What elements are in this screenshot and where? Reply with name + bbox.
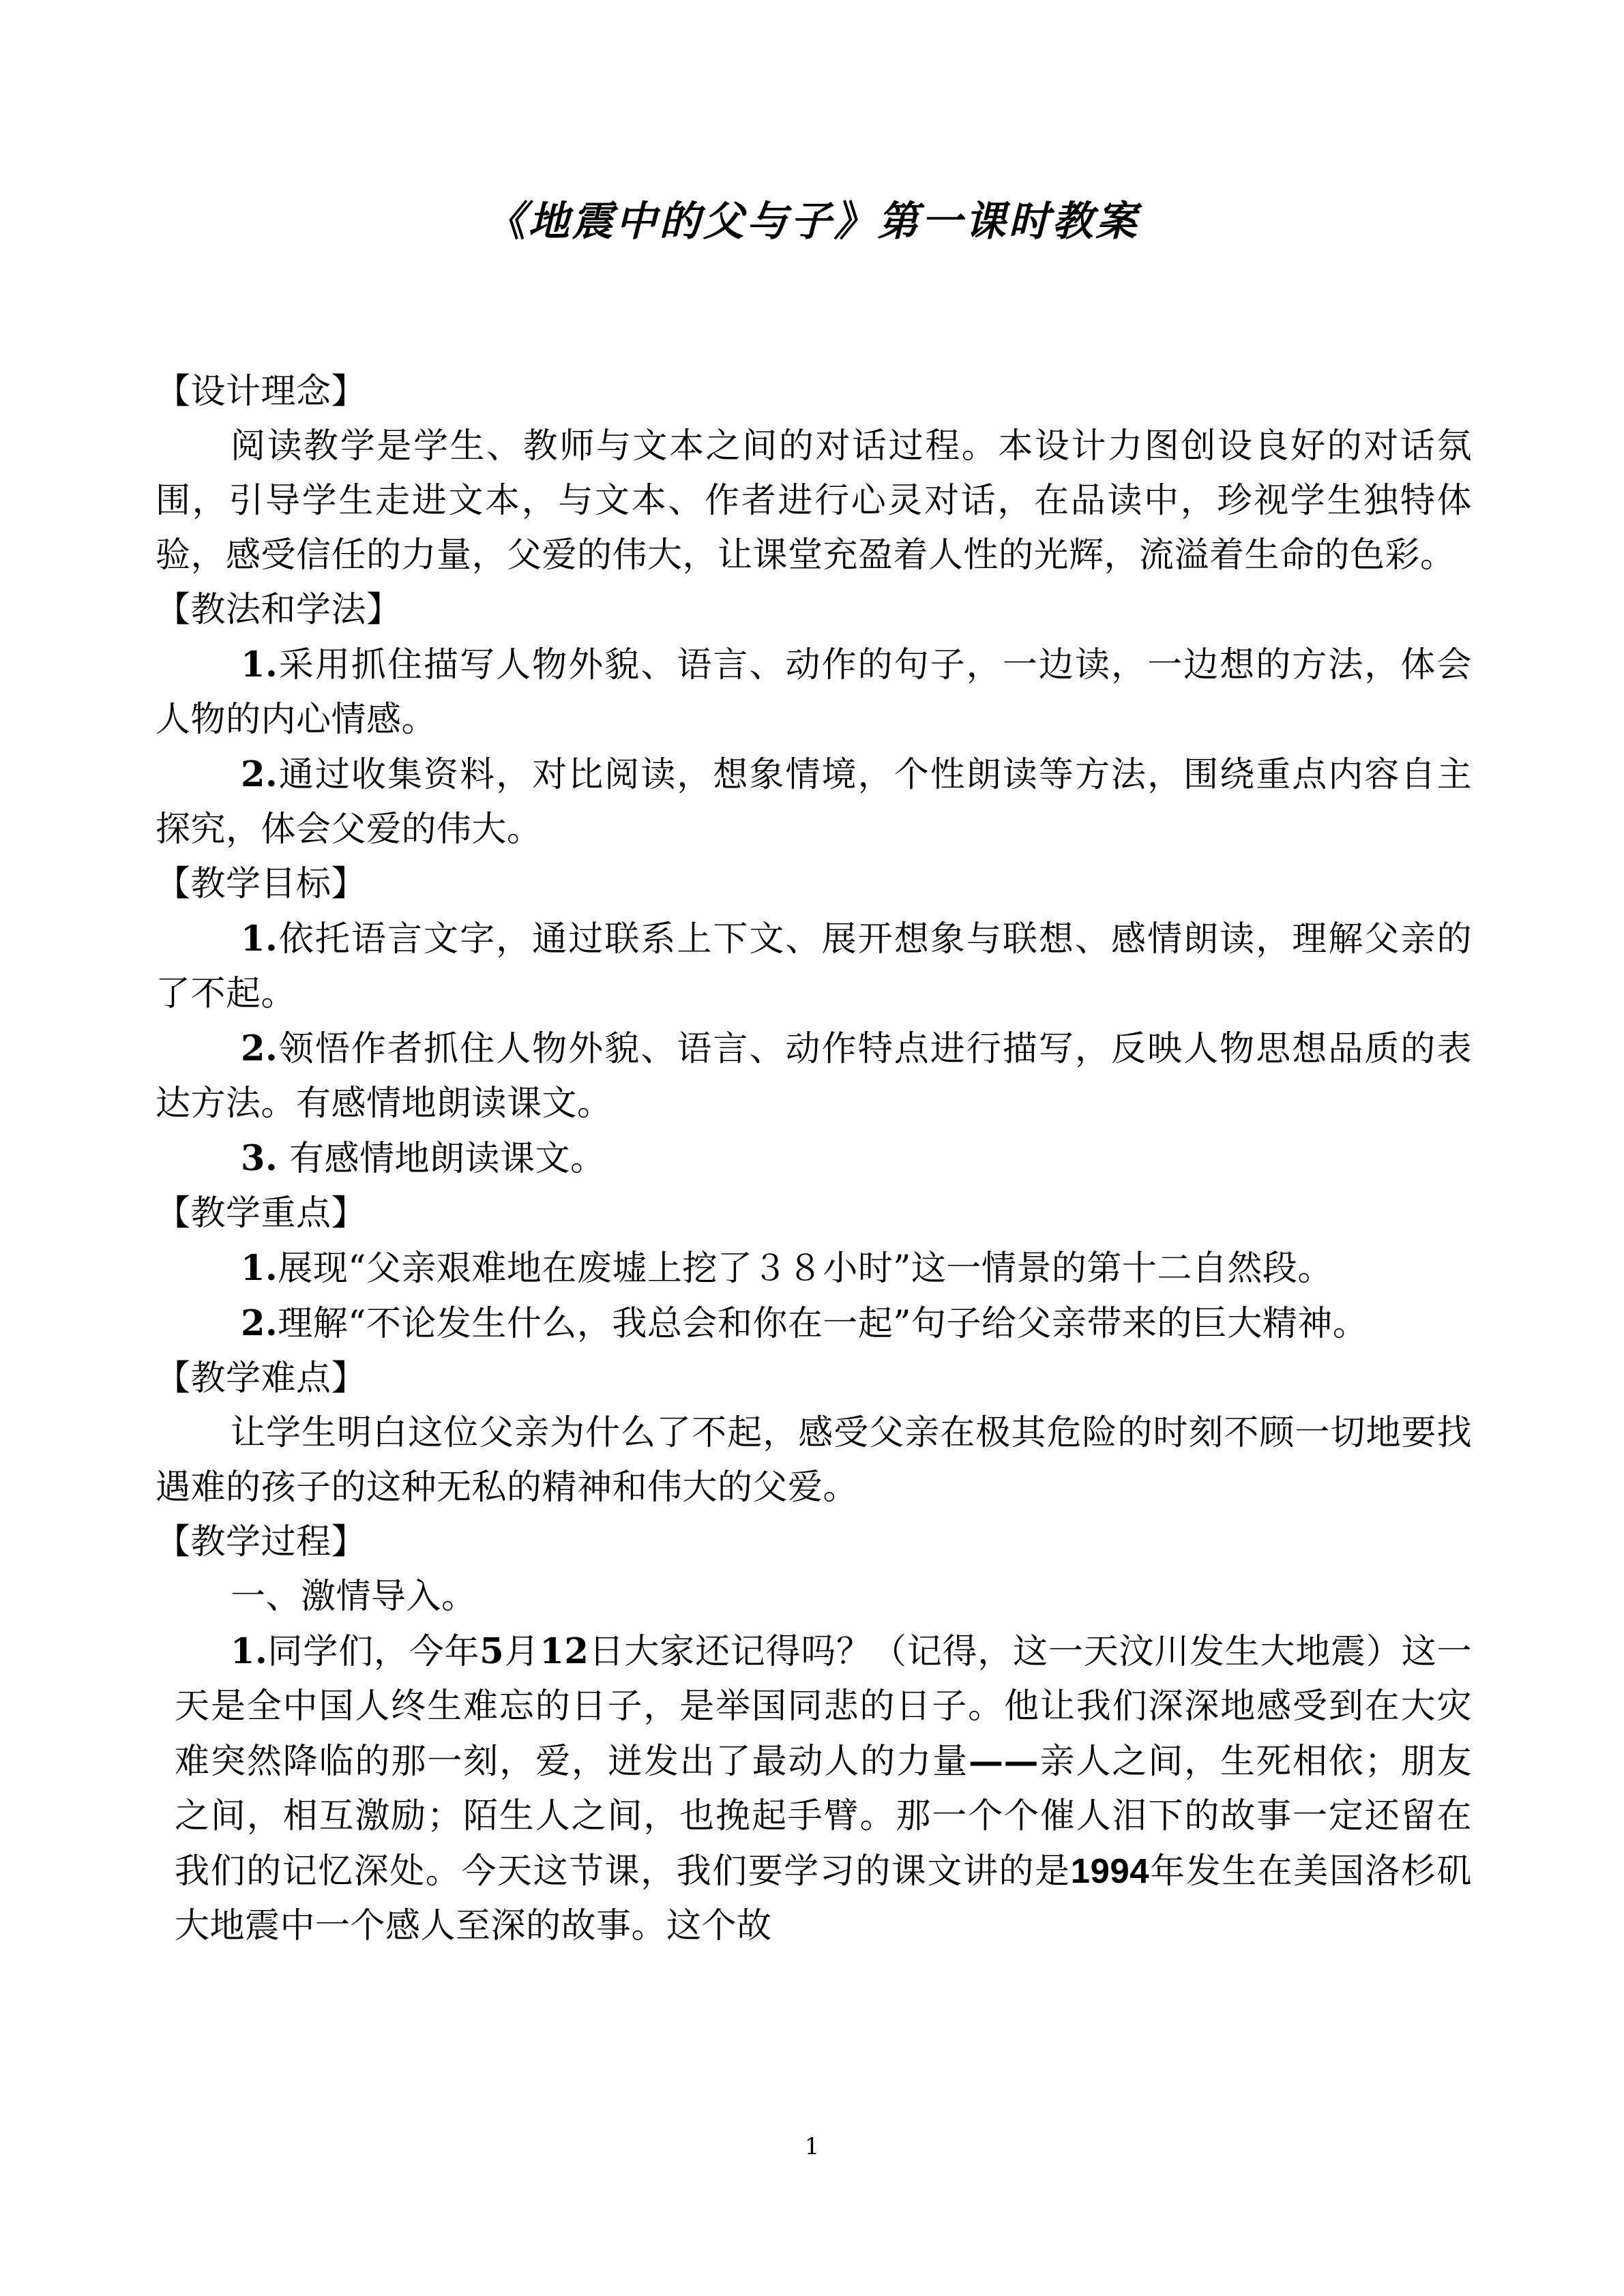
item-text: 领悟作者抓住人物外貌、语言、动作特点进行描写，反映人物思想品质的表达方法。有感情地朗读课文。 xyxy=(156,1029,1472,1124)
text-run: 5 xyxy=(479,1631,505,1672)
text-run: 亲人之间，生死相依；朋友之间，相互激励；陌生人之间，也挽起手臂。那一个个催人泪下的故事一定还留在我们的记忆深处。今天这节课，我们要学习的课文讲的是 xyxy=(175,1742,1472,1892)
item-text: 依托语言文字，通过联系上下文、展开想象与联想、感情朗读，理解父亲的了不起。 xyxy=(156,919,1472,1014)
difficulties-paragraph: 让学生明白这位父亲为什么了不起，感受父亲在极其危险的时刻不顾一切地要找遇难的孩子的这种无私的精神和伟大的父爱。 xyxy=(156,1413,1472,1508)
methods-item-2 xyxy=(156,747,1472,857)
goals-item-2 xyxy=(156,1022,1472,1131)
design-idea-paragraph: 阅读教学是学生、教师与文本之间的对话过程。本设计力图创设良好的对话氛围，引导学生走进文本，与文本、作者进行心灵对话，在品读中，珍视学生独特体验，感受信任的力量，父爱的伟大，让课堂充盈着人性的光辉，流溢着生命的色彩。 xyxy=(156,426,1472,576)
item-number: 2. xyxy=(241,1028,278,1069)
key-points-item-2 xyxy=(156,1296,1472,1352)
page-number: 1 xyxy=(804,2133,820,2160)
goals-item-3 xyxy=(156,1131,1472,1187)
text-run: 月 xyxy=(504,1632,540,1672)
text-run: 1994 xyxy=(1070,1851,1150,1890)
item-number: 1. xyxy=(241,919,278,959)
item-number: 1. xyxy=(241,1248,278,1289)
text-run: 12 xyxy=(540,1631,589,1672)
text-run: 日大家还记得吗？（记得，这一天汶川发生大地震）这一天是全中国人终生难忘的日子，是举国同悲的日子。他让我们深深地感受到在大灾难突然降临的那一刻，爱，迸发出了最动人的力量 xyxy=(175,1632,1472,1782)
item-text: 展现“父亲艰难地在废墟上挖了３８小时”这一情景的第十二自然段。 xyxy=(278,1249,1333,1289)
item-number: 1. xyxy=(231,1631,268,1672)
item-number: 3. xyxy=(241,1138,278,1179)
section-heading-process: 【教学过程】 xyxy=(156,1522,367,1562)
item-number: 2. xyxy=(241,754,278,795)
process-paragraph-1 xyxy=(156,1624,1472,1954)
text-run: —— xyxy=(969,1741,1039,1782)
key-points-item-1 xyxy=(156,1241,1472,1296)
section-heading-key-points: 【教学重点】 xyxy=(156,1193,367,1234)
section-heading-goals: 【教学目标】 xyxy=(156,864,367,904)
text-run: 年发生在美国洛杉矶大地震中一个感人至深的故事。这个故 xyxy=(175,1851,1472,1946)
goals-item-1 xyxy=(156,912,1472,1022)
methods-item-1 xyxy=(156,638,1472,747)
item-text: 有感情地朗读课文。 xyxy=(278,1139,606,1179)
document-title: 《地震中的父与子》第一课时教案 xyxy=(484,198,1140,245)
section-heading-design-idea: 【设计理念】 xyxy=(156,372,367,412)
item-number: 1. xyxy=(241,644,278,685)
text-run: 同学们，今年 xyxy=(267,1632,480,1672)
section-heading-difficulties: 【教学难点】 xyxy=(156,1358,367,1399)
section-heading-methods: 【教法和学法】 xyxy=(156,590,402,630)
item-text: 通过收集资料，对比阅读，想象情境，个性朗读等方法，围绕重点内容自主探究，体会父爱的伟大。 xyxy=(156,755,1472,850)
document-body xyxy=(156,365,1472,1954)
process-step-1: 一、激情导入。 xyxy=(231,1577,477,1617)
item-text: 理解“不论发生什么，我总会和你在一起”句子给父亲带来的巨大精神。 xyxy=(278,1304,1368,1344)
item-text: 采用抓住描写人物外貌、语言、动作的句子，一边读，一边想的方法，体会人物的内心情感。 xyxy=(156,645,1472,740)
item-number: 2. xyxy=(241,1303,278,1344)
